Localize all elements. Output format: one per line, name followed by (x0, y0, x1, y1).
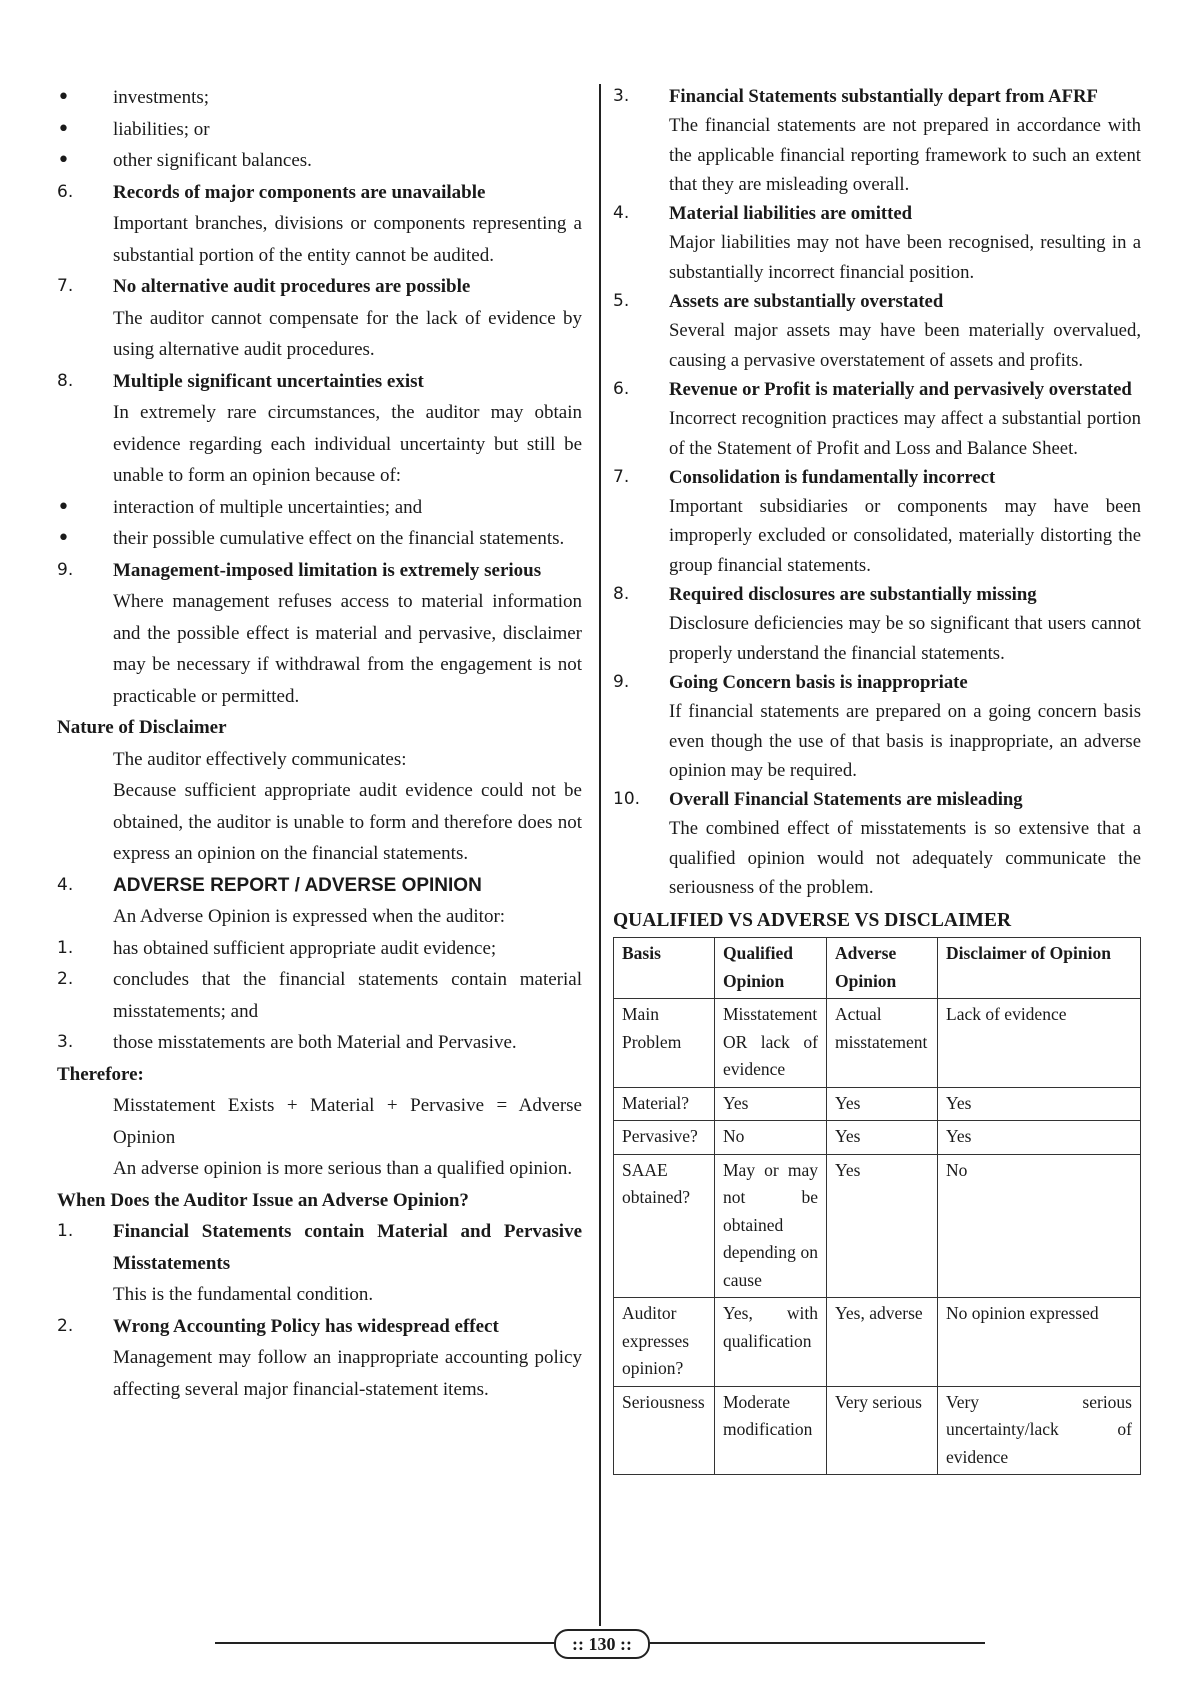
item-number: 2. (57, 969, 74, 989)
item-number: 7. (57, 276, 74, 296)
bullet-item (57, 523, 582, 555)
bullet-icon: • (57, 494, 70, 520)
paragraph: Important subsidiaries or components may have been improperly excluded or consolidated, materially distorting the group financial statements. (669, 496, 1141, 576)
item-text: ADVERSE REPORT / ADVERSE OPINION (113, 874, 482, 896)
table-header-cell: Basis (614, 938, 715, 999)
paragraph: Important branches, divisions or components representing a substantial portion of the entity cannot be audited. (113, 213, 582, 266)
left-column (57, 82, 582, 1405)
bullet-text: investments; (113, 87, 210, 108)
item-number: 3. (613, 86, 630, 106)
page-footer (215, 1629, 985, 1657)
item-number: 4. (613, 203, 630, 224)
paragraph: Major liabilities may not have been recognised, resulting in a substantially incorrect financial position. (669, 232, 1141, 283)
item-text: Consolidation is fundamentally incorrect (669, 466, 996, 488)
item-text: Going Concern basis is inappropriate (669, 671, 968, 693)
table-cell: Lack of evidence (938, 999, 1141, 1088)
bullet-icon: • (57, 85, 70, 110)
numbered-item (57, 555, 582, 587)
table-cell: No (715, 1121, 827, 1155)
table-row (614, 999, 1141, 1088)
numbered-item (57, 177, 582, 209)
numbered-item (613, 82, 1141, 111)
table-cell: No opinion expressed (938, 1298, 1141, 1387)
item-text: those misstatements are both Material and Pervasive. (113, 1032, 517, 1053)
bullet-item (57, 114, 582, 146)
right-column (613, 82, 1141, 1475)
table-cell: Yes (938, 1121, 1141, 1155)
numbered-item (57, 271, 582, 303)
paragraph: If financial statements are prepared on a going concern basis even though the use of that basis is inappropriate, an adverse opinion may be required. (669, 701, 1141, 781)
bullet-text: other significant balances. (113, 150, 312, 171)
item-text: No alternative audit procedures are possible (113, 276, 471, 297)
item-text: Required disclosures are substantially missing (669, 584, 1037, 606)
footer-rule-right (645, 1642, 985, 1644)
table-cell: Yes (715, 1087, 827, 1121)
table-cell: Yes (827, 1121, 938, 1155)
page-number: :: 130 :: (554, 1629, 650, 1659)
item-number: 2. (57, 1315, 74, 1336)
item-number: 6. (613, 378, 630, 399)
numbered-item (57, 870, 582, 902)
table-header-cell: Adverse Opinion (827, 938, 938, 999)
item-text: Financial Statements substantially depart from AFRF (669, 86, 1098, 107)
numbered-item (613, 785, 1141, 814)
table-cell: May or may not be obtained depending on cause (715, 1154, 827, 1298)
item-number: 1. (57, 1221, 74, 1241)
paragraph: The combined effect of misstatements is so extensive that a qualified opinion would not adequately communicate the seriousness of the problem. (669, 818, 1141, 899)
numbered-item (57, 1311, 582, 1343)
table-cell: Yes, with qualification (715, 1298, 827, 1387)
paragraph: The auditor cannot compensate for the lack of evidence by using alternative audit procedures. (113, 307, 582, 360)
table-cell: Yes, adverse (827, 1298, 938, 1387)
item-number: 8. (613, 584, 630, 605)
bullet-item (57, 492, 582, 524)
table-cell: No (938, 1154, 1141, 1298)
numbered-item (613, 580, 1141, 609)
table-cell: Very serious uncertainty/lack of evidence (938, 1386, 1141, 1475)
section-heading: Nature of Disclaimer (57, 717, 227, 738)
numbered-item (613, 199, 1141, 228)
item-text: Wrong Accounting Policy has widespread effect (113, 1315, 499, 1337)
paragraph: Incorrect recognition practices may affect a substantial portion of the Statement of Profit and Loss and Balance Sheet. (669, 408, 1141, 459)
table-row (614, 1121, 1141, 1155)
bullet-icon: • (57, 526, 70, 551)
numbered-item (57, 964, 582, 1027)
paragraph: Where management refuses access to material information and the possible effect is material and pervasive, disclaimer may be necessary if withdrawal from the engagement is not practicable or permitted. (113, 591, 582, 707)
item-number: 8. (57, 370, 74, 391)
item-text: concludes that the financial statements contain material misstatements; and (113, 969, 582, 1022)
item-number: 7. (613, 466, 630, 487)
item-text: Revenue or Profit is materially and pervasively overstated (669, 378, 1132, 400)
item-text: has obtained sufficient appropriate audit evidence; (113, 937, 497, 959)
item-text: Material liabilities are omitted (669, 203, 913, 225)
bullet-icon: • (57, 148, 70, 173)
numbered-item (613, 287, 1141, 316)
column-divider (599, 84, 601, 1626)
table-row (614, 1154, 1141, 1298)
paragraph: In extremely rare circumstances, the auditor may obtain evidence regarding each individual uncertainty but still be unable to form an opinion because of: (113, 402, 582, 486)
table-cell: Pervasive? (614, 1121, 715, 1155)
item-number: 4. (57, 874, 74, 895)
table-cell: SAAE obtained? (614, 1154, 715, 1298)
table-cell: Moderate modification (715, 1386, 827, 1475)
table-cell: Yes (827, 1154, 938, 1298)
table-cell: Auditor expresses opinion? (614, 1298, 715, 1387)
item-number: 9. (613, 671, 630, 692)
table-cell: Main Problem (614, 999, 715, 1088)
numbered-item (57, 933, 582, 965)
item-number: 3. (57, 1032, 74, 1052)
paragraph: An adverse opinion is more serious than a qualified opinion. (113, 1158, 573, 1179)
item-number: 9. (57, 559, 74, 580)
item-text: Records of major components are unavailable (113, 181, 486, 203)
paragraph: This is the fundamental condition. (113, 1284, 374, 1305)
item-text: Assets are substantially overstated (669, 291, 944, 313)
numbered-item (57, 366, 582, 398)
paragraph: Disclosure deficiencies may be so significant that users cannot properly understand the financial statements. (669, 613, 1141, 664)
table-cell: Actual misstatement (827, 999, 938, 1088)
table-row (614, 1087, 1141, 1121)
paragraph: Because sufficient appropriate audit evidence could not be obtained, the auditor is unable to form and therefore does not express an opinion on the financial statements. (113, 780, 582, 864)
bullet-text: interaction of multiple uncertainties; and (113, 496, 423, 518)
table-title: QUALIFIED VS ADVERSE VS DISCLAIMER (613, 910, 1012, 932)
numbered-item (57, 1216, 582, 1279)
paragraph: The financial statements are not prepared in accordance with the applicable financial reporting framework to such an extent that they are misleading overall. (669, 115, 1141, 195)
item-text: Management-imposed limitation is extremely serious (113, 559, 542, 581)
item-text: Financial Statements contain Material and Pervasive Misstatements (113, 1221, 582, 1274)
table-row (614, 1386, 1141, 1475)
bullet-text: liabilities; or (113, 118, 210, 140)
section-heading: When Does the Auditor Issue an Adverse Opinion? (57, 1189, 469, 1211)
item-number: 1. (57, 937, 74, 958)
item-text: Overall Financial Statements are misleading (669, 789, 1023, 811)
bullet-item (57, 145, 582, 177)
bullet-text: their possible cumulative effect on the financial statements. (113, 528, 565, 549)
item-number: 5. (613, 291, 630, 312)
item-number: 10. (613, 789, 641, 810)
item-text: Multiple significant uncertainties exist (113, 370, 424, 392)
table-cell: Seriousness (614, 1386, 715, 1475)
paragraph: Management may follow an inappropriate accounting policy affecting several major financial-statement items. (113, 1347, 582, 1400)
section-heading: Therefore: (57, 1063, 144, 1085)
table-cell: Yes (827, 1087, 938, 1121)
table-header-cell: Disclaimer of Opinion (938, 938, 1141, 999)
table-row (614, 1298, 1141, 1387)
comparison-table (613, 937, 1141, 1475)
paragraph: The auditor effectively communicates: (113, 748, 407, 770)
table-header-cell: Qualified Opinion (715, 938, 827, 999)
numbered-item (613, 375, 1141, 404)
numbered-item (613, 668, 1141, 697)
right-items (613, 82, 1141, 902)
table-cell: Very serious (827, 1386, 938, 1475)
bullet-item (57, 82, 582, 114)
footer-rule-left (215, 1642, 555, 1644)
numbered-item (57, 1027, 582, 1059)
numbered-item (613, 463, 1141, 492)
item-number: 6. (57, 181, 74, 202)
bullet-icon: • (57, 116, 70, 142)
table-cell: Misstatement OR lack of evidence (715, 999, 827, 1088)
table-header-row (614, 938, 1141, 999)
paragraph: An Adverse Opinion is expressed when the auditor: (113, 906, 506, 927)
paragraph: Misstatement Exists + Material + Pervasive = Adverse Opinion (113, 1095, 582, 1148)
paragraph: Several major assets may have been materially overvalued, causing a pervasive overstatement of assets and profits. (669, 320, 1141, 371)
table-cell: Material? (614, 1087, 715, 1121)
table-cell: Yes (938, 1087, 1141, 1121)
